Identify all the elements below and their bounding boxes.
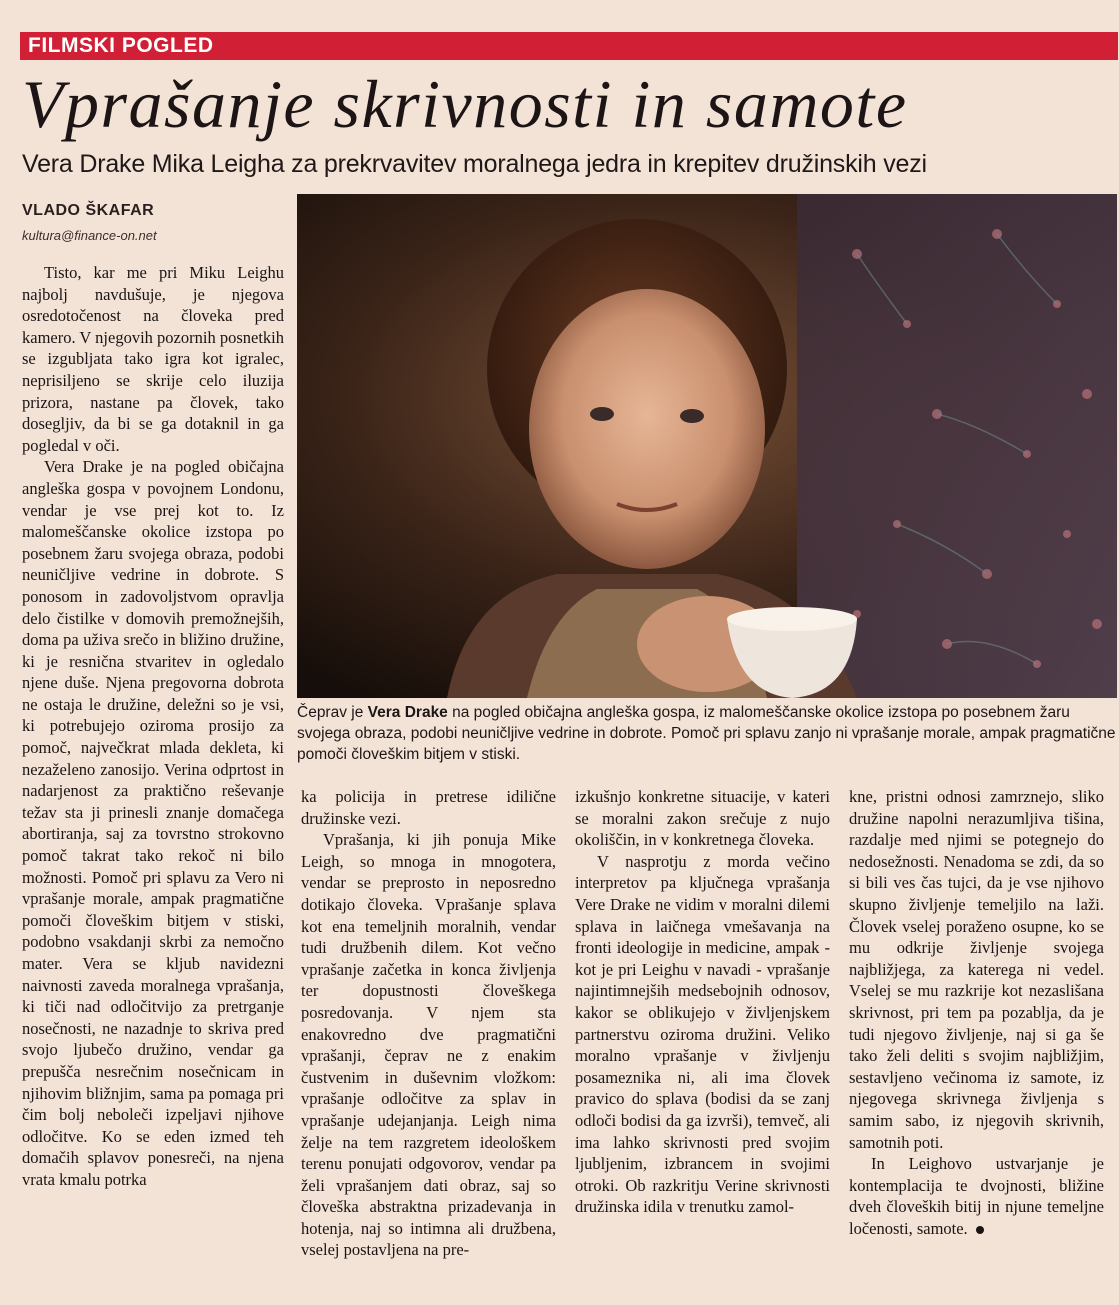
section-bar	[20, 32, 1118, 60]
byline: VLADO ŠKAFAR	[22, 202, 155, 219]
photo-caption	[297, 702, 1117, 765]
article-column-4	[849, 786, 1104, 1239]
portrait-photo	[297, 194, 1117, 698]
paragraph: V nasprotju z morda večino interpretov pa ključnega vprašanja Vere Drake ne vidim v moralni dilemi splava in laičnega vmešavanja na fronti ideologije in medicine, ampak - kot je pri Leighu v navadi - vprašanje najintimnejših medsebojnih odnosov, kakor se oblikujejo v življenjskem partnerstvu oziroma družini. Veliko moralno vprašanje v življenju posameznika ni, ali ima človek pravico do splava (bodisi da se zanj odloči bodisi da ga izvrši), temveč, ali ima lahko skrivnosti pred svojim ljubljenim, izbrancem in svojimi otroki. Ob razkritju Verine skrivnosti družinska idila v trenutku zamol-	[575, 851, 830, 1217]
paragraph: ka policija in pretrese idilične družinske vezi.	[301, 787, 556, 828]
paragraph: Tisto, kar me pri Miku Leighu najbolj navdušuje, je njegova osredotočenost na človeka pred kamero. V njegovih pozornih posnetkih se izgubljata tako igra kot igralec, neprisiljeno se skrije celo iluzija prizora, nastane pa človek, tako dosegljiv, da bi se ga dotaknil in ga pogledal v oči.	[22, 263, 284, 455]
article-column-3	[575, 786, 830, 1218]
section-label: FILMSKI POGLED	[28, 34, 214, 57]
article-column-2	[301, 786, 556, 1261]
caption-name: Vera Drake	[367, 704, 448, 721]
paragraph: Vera Drake je na pogled običajna angleška gospa v povojnem Londonu, vendar je vse prej kot to. Iz malomeščanske okolice izstopa po posebnem žaru svojega obraza, podobi neuničljive vedrine in dobrote. S ponosom in zadovoljstvom opravlja delo čistilke v domovih premožnejših, doma pa uživa srečo in bližino družine, ki je resnična stvaritev in ogledalo njene duše. Njena pregovorna dobrota ne ostaja le družine, deležni so je vsi, ki potrebujejo oziroma prosijo za pomoč, največkrat mlada dekleta, ki nezaželeno zanosijo. Verina odprtost in nadarjenost za praktično reševanje težav sta ji prinesli znanje domačega abortiranja, saj za tovrstno strokovno pomoč takrat tako rekoč ni bilo možnosti. Pomoč pri splavu za Vero ni vprašanje morale, ampak pragmatične pomoči človeškim bitjem v stiski, podobno vsakdanji skrbi za nemočno mater. Vera se kljub navidezni naivnosti zaveda moralnega vprašanja, ki tiči nad odločitvijo za pretrganje nosečnosti, ne nazadnje to skriva pred svojo ljubečo družino, vendar ga prepušča nesrečnim nosečnicam in njihovim bližnjim, sama pa pomaga pri čim bolj neboleči izpeljavi njihove odločitve. Ko se eden izmed teh domačih splavov ponesreči, na njena vrata kmalu potrka	[22, 457, 284, 1189]
caption-text-after: na pogled običajna angleška gospa, iz malomeščanske okolice izstopa po posebnem žaru svojega obraza, podobi neuničljive vedrine in dobrote. Pomoč pri splavu zanjo ni vprašanje morale, ampak pragmatične pomoči človeškim bitjem v stiski.	[297, 704, 1116, 763]
headline: Vprašanje skrivnosti in samote	[22, 66, 908, 142]
paragraph-last	[849, 1153, 1104, 1239]
paragraph-text: In Leighovo ustvarjanje je kontemplacija te dvojnosti, bližine dveh človeških bitij in njune temeljne ločenosti, samote.	[849, 1154, 1104, 1238]
paragraph: Vprašanja, ki jih ponuja Mike Leigh, so mnoga in mnogotera, vendar se preprosto in neposredno dotikajo človeka. Vprašanje splava kot ena temeljnih moralnih, vendar tudi družbenih dilem. Kot večno vprašanje začetka in konca življenja ter dopustnosti človeškega posredovanja. V njem sta enakovredno dve pragmatični vprašanji, čeprav ne z enakim čustvenim in duševnim vložkom: vprašanje odločitve za splav in vprašanje udejanjanja. Leigh nima želje na tem razgretem ideološkem terenu ponujati odgovorov, vendar pa želi vprašanjem dati obraz, saj so človeška abstraktna prizadevanja in hotenja, naj so intimna ali družbena, vselej postavljena na pre-	[301, 830, 556, 1260]
article-column-1	[22, 262, 284, 1191]
paragraph: izkušnjo konkretne situacije, v kateri se moralni zakon srečuje z nujo okoliščin, in v konkretnega človeka.	[575, 787, 830, 850]
author-email: kultura@finance-on.net	[22, 228, 157, 243]
end-mark-icon	[976, 1226, 984, 1234]
caption-text-before: Čeprav je	[297, 704, 368, 721]
subheadline: Vera Drake Mika Leigha za prekrvavitev moralnega jedra in krepitev družinskih vezi	[22, 150, 927, 178]
portrait-photo-icon	[297, 194, 1117, 698]
paragraph: kne, pristni odnosi zamrznejo, sliko družine napolni nerazumljiva tišina, razdalje med njimi se potegnejo do nedosežnosti. Nenadoma se zdi, da so si bili ves čas tujci, da je vse njihovo skupno življenje temeljilo na laži. Človek vselej poraženo osupne, ko se mu odkrije življenje svojega najbližjega, za katerega ni vedel. Vselej se mu razkrije kot nezaslišana skrivnost, pri tem pa pozablja, da je tudi njegovo življenje, naj si ga še tako želi deliti s svojim najbližjim, sestavljeno večinoma iz samote, iz njegovega skrivnega življenja s samim sabo, iz njegovih skrivnih, samotnih poti.	[849, 787, 1104, 1152]
